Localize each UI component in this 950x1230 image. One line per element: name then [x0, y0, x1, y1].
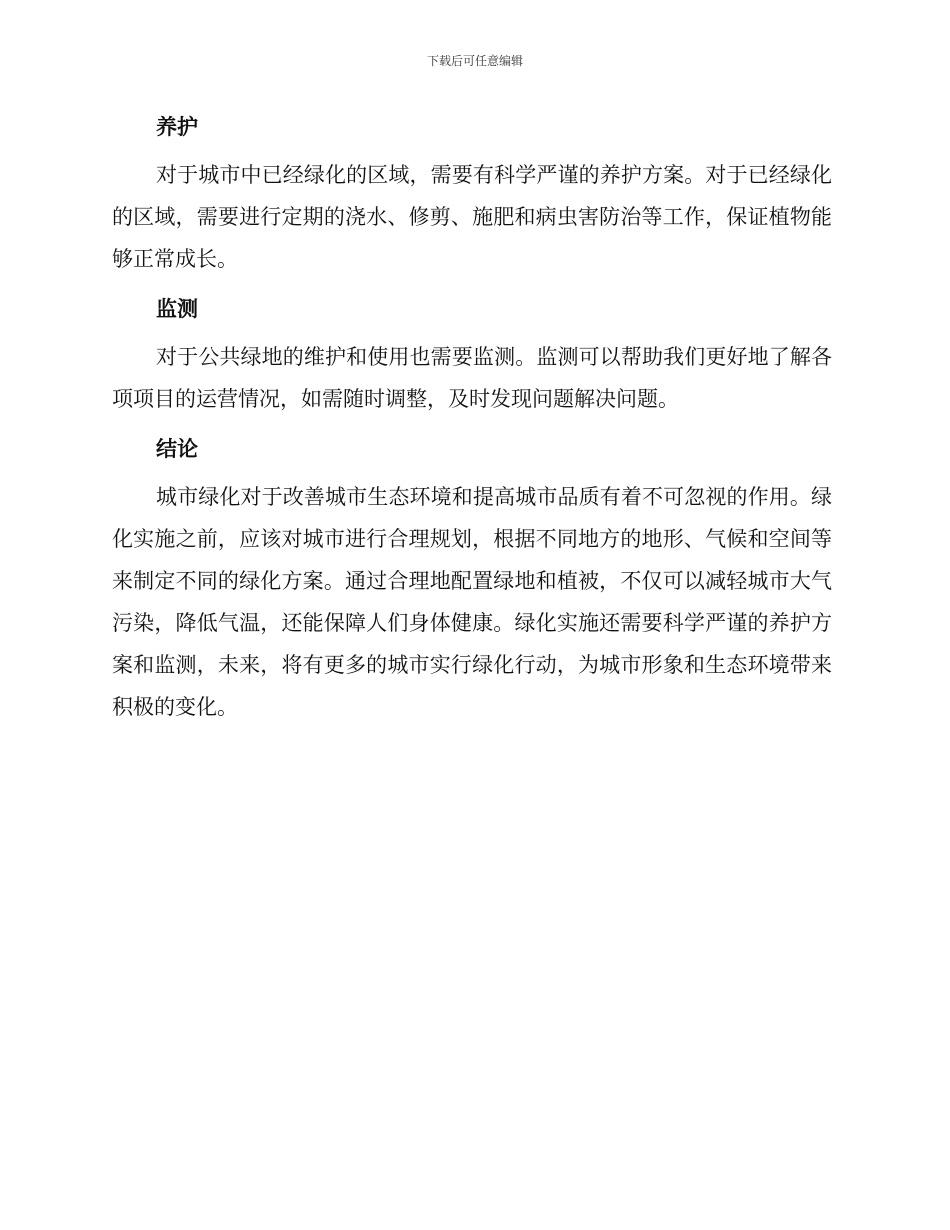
- section-monitoring: [112, 294, 832, 420]
- section-heading: 监测: [156, 297, 198, 321]
- section-paragraph: 对于公共绿地的维护和使用也需要监测。监测可以帮助我们更好地了解各项项目的运营情况，如需随时调整，及时发现问题解决问题。: [112, 345, 832, 411]
- document-body: [112, 112, 832, 742]
- section-heading: 结论: [156, 437, 198, 461]
- section-paragraph: 对于城市中已经绿化的区域，需要有科学严谨的养护方案。对于已经绿化的区域，需要进行定期的浇水、修剪、施肥和病虫害防治等工作，保证植物能够正常成长。: [112, 163, 832, 271]
- section-conclusion: [112, 434, 832, 728]
- page-header: 下载后可任意编辑: [426, 54, 523, 68]
- section-heading: 养护: [156, 115, 198, 139]
- section-maintenance: [112, 112, 832, 280]
- section-paragraph: 城市绿化对于改善城市生态环境和提高城市品质有着不可忽视的作用。绿化实施之前，应该对城市进行合理规划，根据不同地方的地形、气候和空间等来制定不同的绿化方案。通过合理地配置绿地和植被，不仅可以减轻城市大气污染，降低气温，还能保障人们身体健康。绿化实施还需要科学严谨的养护方案和监测，未来，将有更多的城市实行绿化行动，为城市形象和生态环境带来积极的变化。: [112, 485, 832, 719]
